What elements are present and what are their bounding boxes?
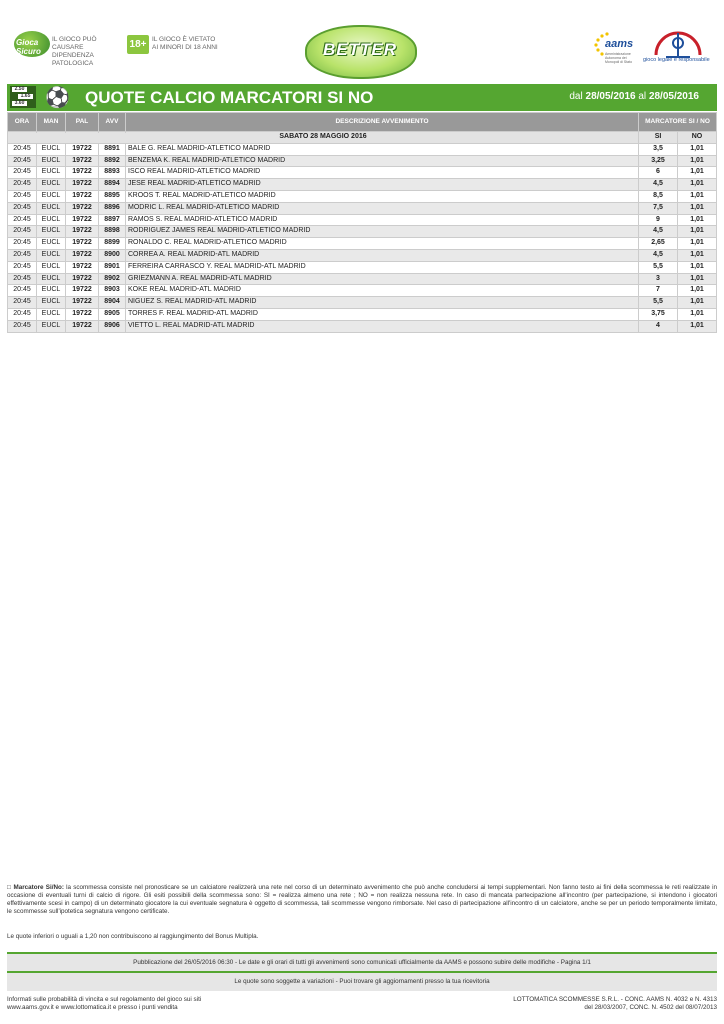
cell-desc: NIGUEZ S. REAL MADRID-ATL MADRID [126, 297, 639, 309]
cell-desc: VIETTO L. REAL MADRID-ATL MADRID [126, 320, 639, 332]
odds-icon-value: 2.50 [12, 87, 27, 92]
col-no: NO [678, 132, 717, 144]
gioco-legale-icon [650, 25, 706, 70]
brand-text: BETTER [323, 40, 397, 59]
cell-no: 1,01 [678, 214, 717, 226]
cell-si: 6 [639, 167, 678, 179]
cell-pal: 19722 [66, 297, 99, 309]
cell-avv: 8902 [99, 273, 126, 285]
cell-si: 7,5 [639, 202, 678, 214]
cell-man: EUCL [37, 226, 66, 238]
table-row [8, 238, 717, 250]
cell-pal: 19722 [66, 308, 99, 320]
cell-si: 7 [639, 285, 678, 297]
table-row [8, 202, 717, 214]
logo-text: Gioca Sicuro [16, 38, 41, 56]
col-avv: AVV [99, 113, 126, 132]
cell-no: 1,01 [678, 285, 717, 297]
cell-avv: 8892 [99, 155, 126, 167]
cell-no: 1,01 [678, 143, 717, 155]
cell-man: EUCL [37, 155, 66, 167]
cell-pal: 19722 [66, 285, 99, 297]
table-row [8, 308, 717, 320]
cell-desc: JESE REAL MADRID-ATLETICO MADRID [126, 179, 639, 191]
cell-no: 1,01 [678, 273, 717, 285]
info-line: www.aams.gov.it e www.lottomatica.it e presso i punti vendita [7, 1004, 178, 1011]
cell-pal: 19722 [66, 273, 99, 285]
table-row [8, 261, 717, 273]
cell-pal: 19722 [66, 238, 99, 250]
cell-si: 4 [639, 320, 678, 332]
cell-si: 4,5 [639, 249, 678, 261]
dependency-warning: IL GIOCO PUÒ CAUSARE DIPENDENZA PATOLOGICA [52, 36, 97, 67]
cell-desc: BALE G. REAL MADRID-ATLETICO MADRID [126, 143, 639, 155]
cell-ora: 20:45 [8, 261, 37, 273]
col-si: SI [639, 132, 678, 144]
cell-man: EUCL [37, 273, 66, 285]
cell-si: 5,5 [639, 261, 678, 273]
cell-pal: 19722 [66, 214, 99, 226]
cell-ora: 20:45 [8, 202, 37, 214]
cell-avv: 8897 [99, 214, 126, 226]
cell-avv: 8906 [99, 320, 126, 332]
cell-avv: 8893 [99, 167, 126, 179]
cell-man: EUCL [37, 308, 66, 320]
cell-no: 1,01 [678, 190, 717, 202]
cell-ora: 20:45 [8, 273, 37, 285]
page-title: QUOTE CALCIO MARCATORI SI NO [85, 88, 374, 107]
cell-pal: 19722 [66, 261, 99, 273]
table-row [8, 285, 717, 297]
col-man: MAN [37, 113, 66, 132]
cell-pal: 19722 [66, 179, 99, 191]
cell-si: 3,25 [639, 155, 678, 167]
cell-ora: 20:45 [8, 179, 37, 191]
cell-avv: 8891 [99, 143, 126, 155]
cell-desc: KOKE REAL MADRID-ATL MADRID [126, 285, 639, 297]
cell-avv: 8900 [99, 249, 126, 261]
cell-avv: 8899 [99, 238, 126, 250]
cell-avv: 8905 [99, 308, 126, 320]
cell-man: EUCL [37, 320, 66, 332]
cell-si: 3 [639, 273, 678, 285]
cell-man: EUCL [37, 238, 66, 250]
cell-ora: 20:45 [8, 167, 37, 179]
cell-avv: 8895 [99, 190, 126, 202]
checkbox-icon: □ [7, 884, 14, 891]
company-line: del 28/03/2007, CONC. N. 4502 del 08/07/2013 [584, 1004, 717, 1011]
cell-pal: 19722 [66, 320, 99, 332]
cell-man: EUCL [37, 179, 66, 191]
cell-desc: RONALDO C. REAL MADRID-ATLETICO MADRID [126, 238, 639, 250]
marcatore-note-label: Marcatore Si/No: [13, 884, 64, 891]
cell-desc: GRIEZMANN A. REAL MADRID-ATL MADRID [126, 273, 639, 285]
cell-man: EUCL [37, 167, 66, 179]
cell-avv: 8896 [99, 202, 126, 214]
cell-pal: 19722 [66, 167, 99, 179]
odds-table [7, 112, 717, 333]
odds-icon-value: 1.65 [18, 94, 33, 99]
date-range [569, 91, 699, 102]
cell-no: 1,01 [678, 297, 717, 309]
table-row [8, 297, 717, 309]
cell-ora: 20:45 [8, 238, 37, 250]
info-line: Informati sulle probabilità di vincita e sul regolamento del gioco sui siti [7, 996, 202, 1003]
cell-pal: 19722 [66, 226, 99, 238]
minors-warning: IL GIOCO È VIETATO AI MINORI DI 18 ANNI [152, 36, 218, 51]
col-ora: ORA [8, 113, 37, 132]
cell-ora: 20:45 [8, 214, 37, 226]
cell-desc: FERREIRA CARRASCO Y. REAL MADRID-ATL MADRID [126, 261, 639, 273]
marcatore-note [7, 884, 717, 916]
table-row [8, 179, 717, 191]
table-row [8, 167, 717, 179]
cell-si: 3,5 [639, 143, 678, 155]
table-row [8, 214, 717, 226]
table-row [8, 155, 717, 167]
cell-avv: 8898 [99, 226, 126, 238]
cell-desc: CORREA A. REAL MADRID-ATL MADRID [126, 249, 639, 261]
aams-logo-text: aams [605, 38, 634, 50]
table-row [8, 143, 717, 155]
cell-man: EUCL [37, 214, 66, 226]
title-bar [7, 84, 717, 111]
cell-si: 4,5 [639, 179, 678, 191]
cell-man: EUCL [37, 190, 66, 202]
date-to: 28/05/2016 [648, 91, 699, 102]
odds-icon [10, 86, 36, 108]
bonus-note: Le quote inferiori o uguali a 1,20 non contribuiscono al raggiungimento del Bonus Multipla. [7, 933, 259, 940]
odds-icon-value: 3.60 [12, 101, 27, 106]
cell-ora: 20:45 [8, 143, 37, 155]
cell-desc: ISCO REAL MADRID-ATLETICO MADRID [126, 167, 639, 179]
cell-ora: 20:45 [8, 308, 37, 320]
cell-si: 4,5 [639, 226, 678, 238]
cell-no: 1,01 [678, 320, 717, 332]
publication-bar: Pubblicazione del 26/05/2016 06:30 - Le date e gli orari di tutti gli avvenimenti sono comunicati ufficialmente da AAMS e possono subire delle modifiche - Pagina 1/1 [7, 952, 717, 972]
table-row [8, 226, 717, 238]
age-18-badge: 18+ [127, 35, 149, 54]
cell-si: 8,5 [639, 190, 678, 202]
gioco-legale-text: gioco legale e responsabile [643, 57, 710, 63]
cell-ora: 20:45 [8, 320, 37, 332]
cell-ora: 20:45 [8, 285, 37, 297]
date-to-label: al [638, 91, 647, 102]
aams-subtitle: Amministrazione Autonoma dei Monopoli di Stato [605, 52, 633, 64]
better-logo [305, 25, 417, 79]
col-desc: DESCRIZIONE AVVENIMENTO [126, 113, 639, 132]
cell-avv: 8904 [99, 297, 126, 309]
table-row [8, 320, 717, 332]
cell-no: 1,01 [678, 261, 717, 273]
cell-man: EUCL [37, 202, 66, 214]
cell-pal: 19722 [66, 249, 99, 261]
cell-si: 9 [639, 214, 678, 226]
cell-si: 5,5 [639, 297, 678, 309]
cell-desc: MODRIC L. REAL MADRID-ATLETICO MADRID [126, 202, 639, 214]
company-line: LOTTOMATICA SCOMMESSE S.R.L. - CONC. AAMS N. 4032 e N. 4313 [513, 996, 717, 1003]
cell-desc: BENZEMA K. REAL MADRID-ATLETICO MADRID [126, 155, 639, 167]
gioca-sicuro-logo [14, 31, 50, 57]
table-row [8, 190, 717, 202]
variations-bar: Le quote sono soggette a variazioni - Puoi trovare gli aggiornamenti presso la tua ricevitoria [7, 971, 717, 991]
info-footer [7, 996, 201, 1012]
table-row [8, 273, 717, 285]
cell-no: 1,01 [678, 238, 717, 250]
cell-avv: 8894 [99, 179, 126, 191]
football-player-icon: ⚽ [45, 87, 70, 109]
cell-si: 3,75 [639, 308, 678, 320]
cell-man: EUCL [37, 285, 66, 297]
col-marcatore: MARCATORE SI / NO [639, 113, 717, 132]
cell-desc: KROOS T. REAL MADRID-ATLETICO MADRID [126, 190, 639, 202]
cell-pal: 19722 [66, 155, 99, 167]
cell-no: 1,01 [678, 226, 717, 238]
cell-man: EUCL [37, 249, 66, 261]
date-from-label: dal [569, 91, 583, 102]
marcatore-note-text: la scommessa consiste nel pronosticare se un calciatore realizzerà una rete nel corso di un determinato avvenimento che può anche concludersi ai tempi supplementari. Non fanno testo ai fini della scommessa le reti realizzate in occasione di eventuali turni di calcio di rigore. Gli esiti possibili della scommessa sono: SI = realizza almeno una rete ; NO = non realizza nessuna rete. In caso di mancata partecipazione all'incontro (per partecipazione, si intendono i giocatori effettivamente scesi in campo) di un determinato giocatore la cui eventuale segnatura è oggetto di scommessa, tali scommesse vengono rimborsate. Nel caso di partecipazione all'incontro di un calciatore, anche se per un periodo temporalmente limitato, le scommesse sull'ipotetica segnatura vengono certificate. [7, 884, 717, 915]
cell-desc: RAMOS S. REAL MADRID-ATLETICO MADRID [126, 214, 639, 226]
cell-si: 2,65 [639, 238, 678, 250]
cell-desc: TORRES F. REAL MADRID-ATL MADRID [126, 308, 639, 320]
cell-desc: RODRIGUEZ JAMES REAL MADRID-ATLETICO MADRID [126, 226, 639, 238]
cell-no: 1,01 [678, 249, 717, 261]
day-label: SABATO 28 MAGGIO 2016 [8, 132, 639, 144]
cell-ora: 20:45 [8, 155, 37, 167]
company-footer [513, 996, 717, 1012]
cell-no: 1,01 [678, 155, 717, 167]
table-row [8, 249, 717, 261]
cell-no: 1,01 [678, 179, 717, 191]
cell-ora: 20:45 [8, 190, 37, 202]
cell-avv: 8901 [99, 261, 126, 273]
cell-avv: 8903 [99, 285, 126, 297]
cell-man: EUCL [37, 261, 66, 273]
cell-no: 1,01 [678, 167, 717, 179]
date-from: 28/05/2016 [585, 91, 636, 102]
cell-pal: 19722 [66, 190, 99, 202]
col-pal: PAL [66, 113, 99, 132]
cell-no: 1,01 [678, 202, 717, 214]
cell-ora: 20:45 [8, 249, 37, 261]
cell-man: EUCL [37, 297, 66, 309]
page-header [0, 0, 724, 82]
cell-ora: 20:45 [8, 226, 37, 238]
cell-man: EUCL [37, 143, 66, 155]
cell-pal: 19722 [66, 143, 99, 155]
cell-no: 1,01 [678, 308, 717, 320]
cell-pal: 19722 [66, 202, 99, 214]
cell-ora: 20:45 [8, 297, 37, 309]
